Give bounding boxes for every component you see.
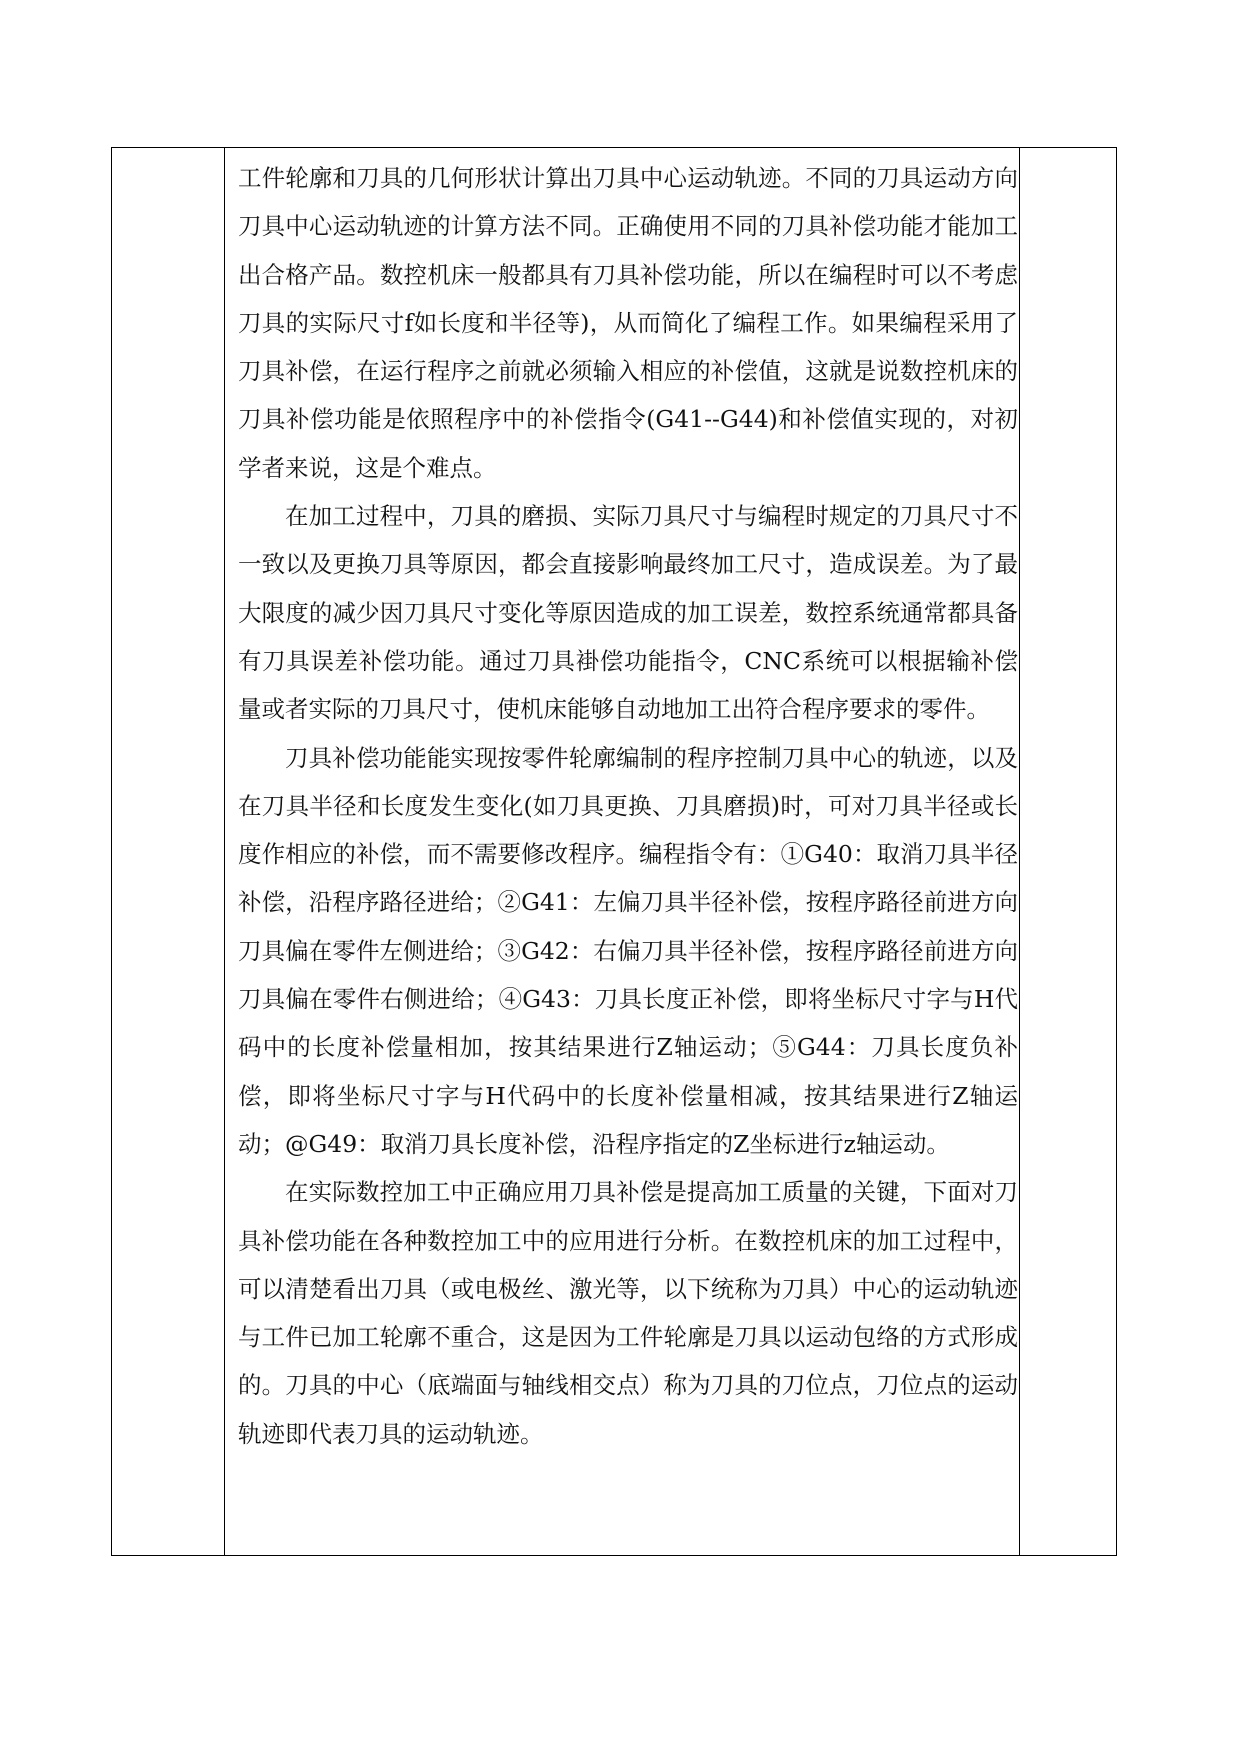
document-table — [111, 147, 1117, 1556]
paragraph: 在实际数控加工中正确应用刀具补偿是提高加工质量的关键，下面对刀具补偿功能在各种数控加工中的应用进行分析。在数控机床的加工过程中，可以清楚看出刀具（或电极丝、激光等，以下统称为刀具）中心的运动轨迹与工件已加工轮廓不重合，这是因为工件轮廓是刀具以运动包络的方式形成的。刀具的中心（底端面与轴线相交点）称为刀具的刀位点，刀位点的运动轨迹即代表刀具的运动轨迹。 — [238, 1178, 1018, 1448]
paragraph-continued: 工件轮廓和刀具的几何形状计算出刀具中心运动轨迹。不同的刀具运动方向刀具中心运动轨迹的计算方法不同。正确使用不同的刀具补偿功能才能加工出合格产品。数控机床一般都具有刀具补偿功能，所以在编程时可以不考虑刀具的实际尺寸f如长度和半径等)，从而简化了编程工作。如果编程采用了刀具补偿，在运行程序之前就必须输入相应的补偿值，这就是说数控机床的刀具补偿功能是依照程序中的补偿指令(G41--G44)和补偿值实现的，对初学者来说，这是个难点。 — [238, 164, 1018, 482]
table-column-divider-right — [1019, 148, 1020, 1555]
paragraph: 在加工过程中，刀具的磨损、实际刀具尺寸与编程时规定的刀具尺寸不一致以及更换刀具等原因，都会直接影响最终加工尺寸，造成误差。为了最大限度的减少因刀具尺寸变化等原因造成的加工误差，数控系统通常都具备有刀具误差补偿功能。通过刀具褂偿功能指令，CNC系统可以根据输补偿量或者实际的刀具尺寸，使机床能够自动地加工出符合程序要求的零件。 — [238, 502, 1018, 724]
table-content-cell — [238, 154, 1018, 1458]
paragraph: 刀具补偿功能能实现按零件轮廓编制的程序控制刀具中心的轨迹，以及在刀具半径和长度发生变化(如刀具更换、刀具磨损)时，可对刀具半径或长度作相应的补偿，而不需要修改程序。编程指令有：①G40：取消刀具半径补偿，沿程序路径进给；②G41：左偏刀具半径补偿，按程序路径前进方向刀具偏在零件左侧进给；③G42：右偏刀具半径补偿，按程序路径前进方向刀具偏在零件右侧进给；④G43：刀具长度正补偿，即将坐标尺寸字与H代码中的长度补偿量相加，按其结果进行Z轴运动；⑤G44：刀具长度负补偿，即将坐标尺寸字与H代码中的长度补偿量相减，按其结果进行Z轴运动；@G49：取消刀具长度补偿，沿程序指定的Z坐标进行z轴运动。 — [238, 743, 1018, 1158]
table-column-divider-left — [224, 148, 225, 1555]
